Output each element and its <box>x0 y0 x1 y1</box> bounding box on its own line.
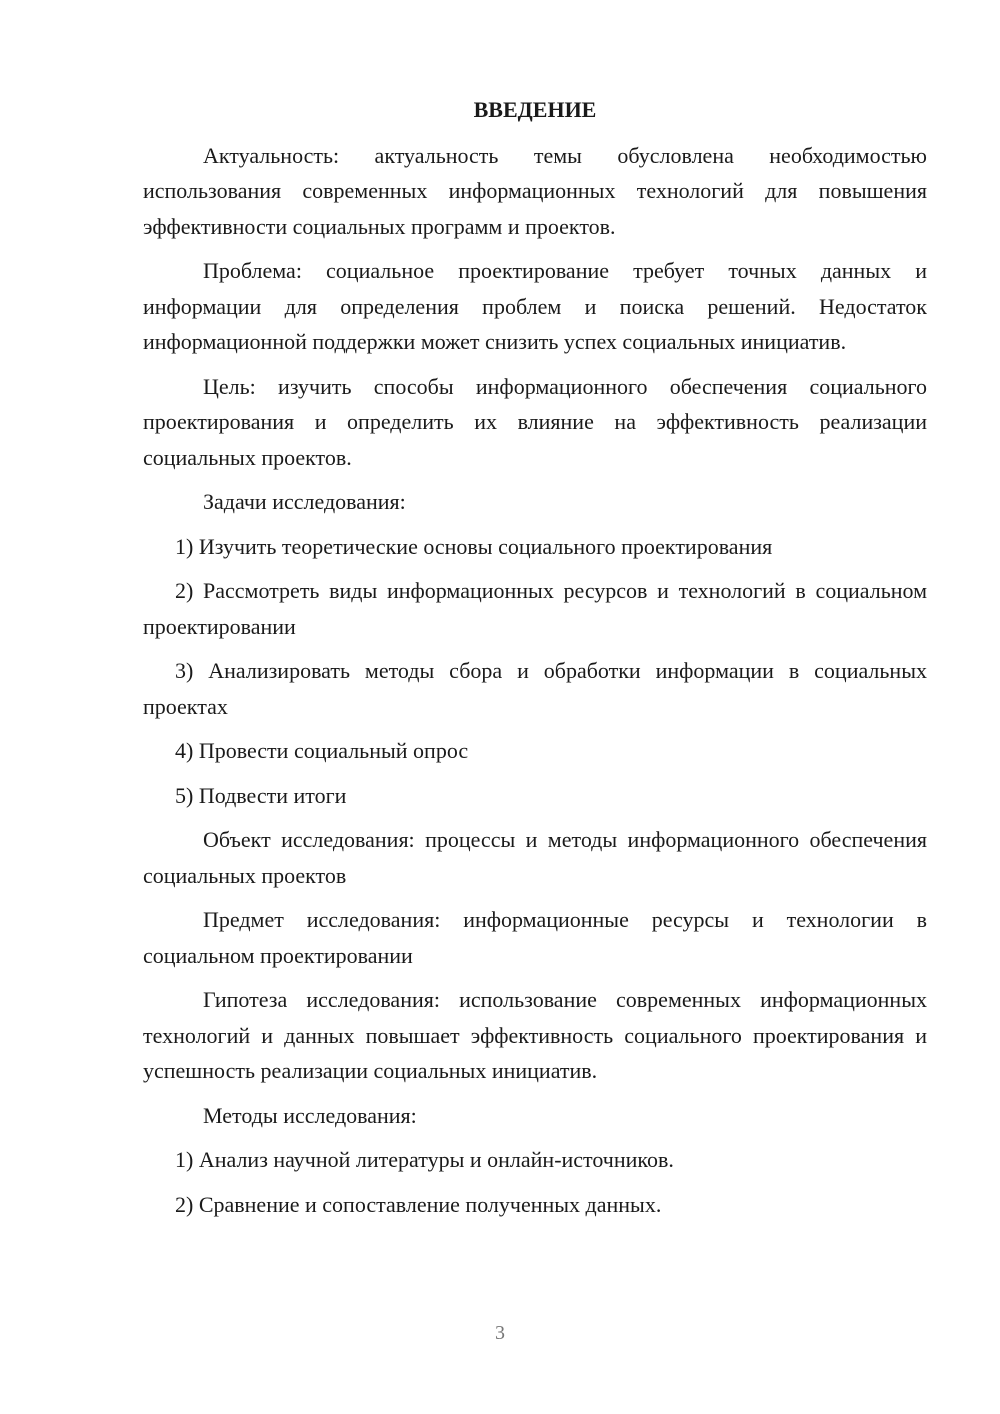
methods-heading: Методы исследования: <box>203 1102 417 1128</box>
method-item: 2) Сравнение и сопоставление полученных данных. <box>175 1191 662 1217</box>
task-item: 5) Подвести итоги <box>175 782 347 808</box>
object-paragraph: Объект исследования: процессы и методы информационного обеспечения социальных проектов <box>143 827 927 888</box>
task-item: 4) Провести социальный опрос <box>175 738 469 763</box>
method-item: 1) Анализ научной литературы и онлайн-источников. <box>175 1147 674 1172</box>
task-item: 1) Изучить теоретические основы социального проектирования <box>175 533 773 559</box>
section-title: ВВЕДЕНИЕ <box>473 97 597 122</box>
task-item: 2) Рассмотреть виды информационных ресурсов и технологий в социальном проектировании <box>143 578 927 639</box>
relevance-paragraph: Актуальность: актуальность темы обусловлена необходимостью использования современных информационных технологий для повышения эффективности социальных программ и проектов. <box>143 142 927 239</box>
document-page <box>143 92 927 1231</box>
hypothesis-paragraph: Гипотеза исследования: использование современных информационных технологий и данных повышает эффективность социального проектирования и успешность реализации социальных инициатив. <box>143 987 927 1083</box>
task-item: 3) Анализировать методы сбора и обработки информации в социальных проектах <box>143 658 927 719</box>
problem-paragraph: Проблема: социальное проектирование требует точных данных и информации для определения проблем и поиска решений. Недостаток информационной поддержки может снизить успех социальных инициатив. <box>143 258 927 354</box>
tasks-heading: Задачи исследования: <box>203 489 406 514</box>
subject-paragraph: Предмет исследования: информационные ресурсы и технологии в социальном проектировании <box>143 907 927 968</box>
goal-paragraph: Цель: изучить способы информационного обеспечения социального проектирования и определить их влияние на эффективность реализации социальных проектов. <box>143 373 927 470</box>
page-number: 3 <box>495 1322 505 1344</box>
